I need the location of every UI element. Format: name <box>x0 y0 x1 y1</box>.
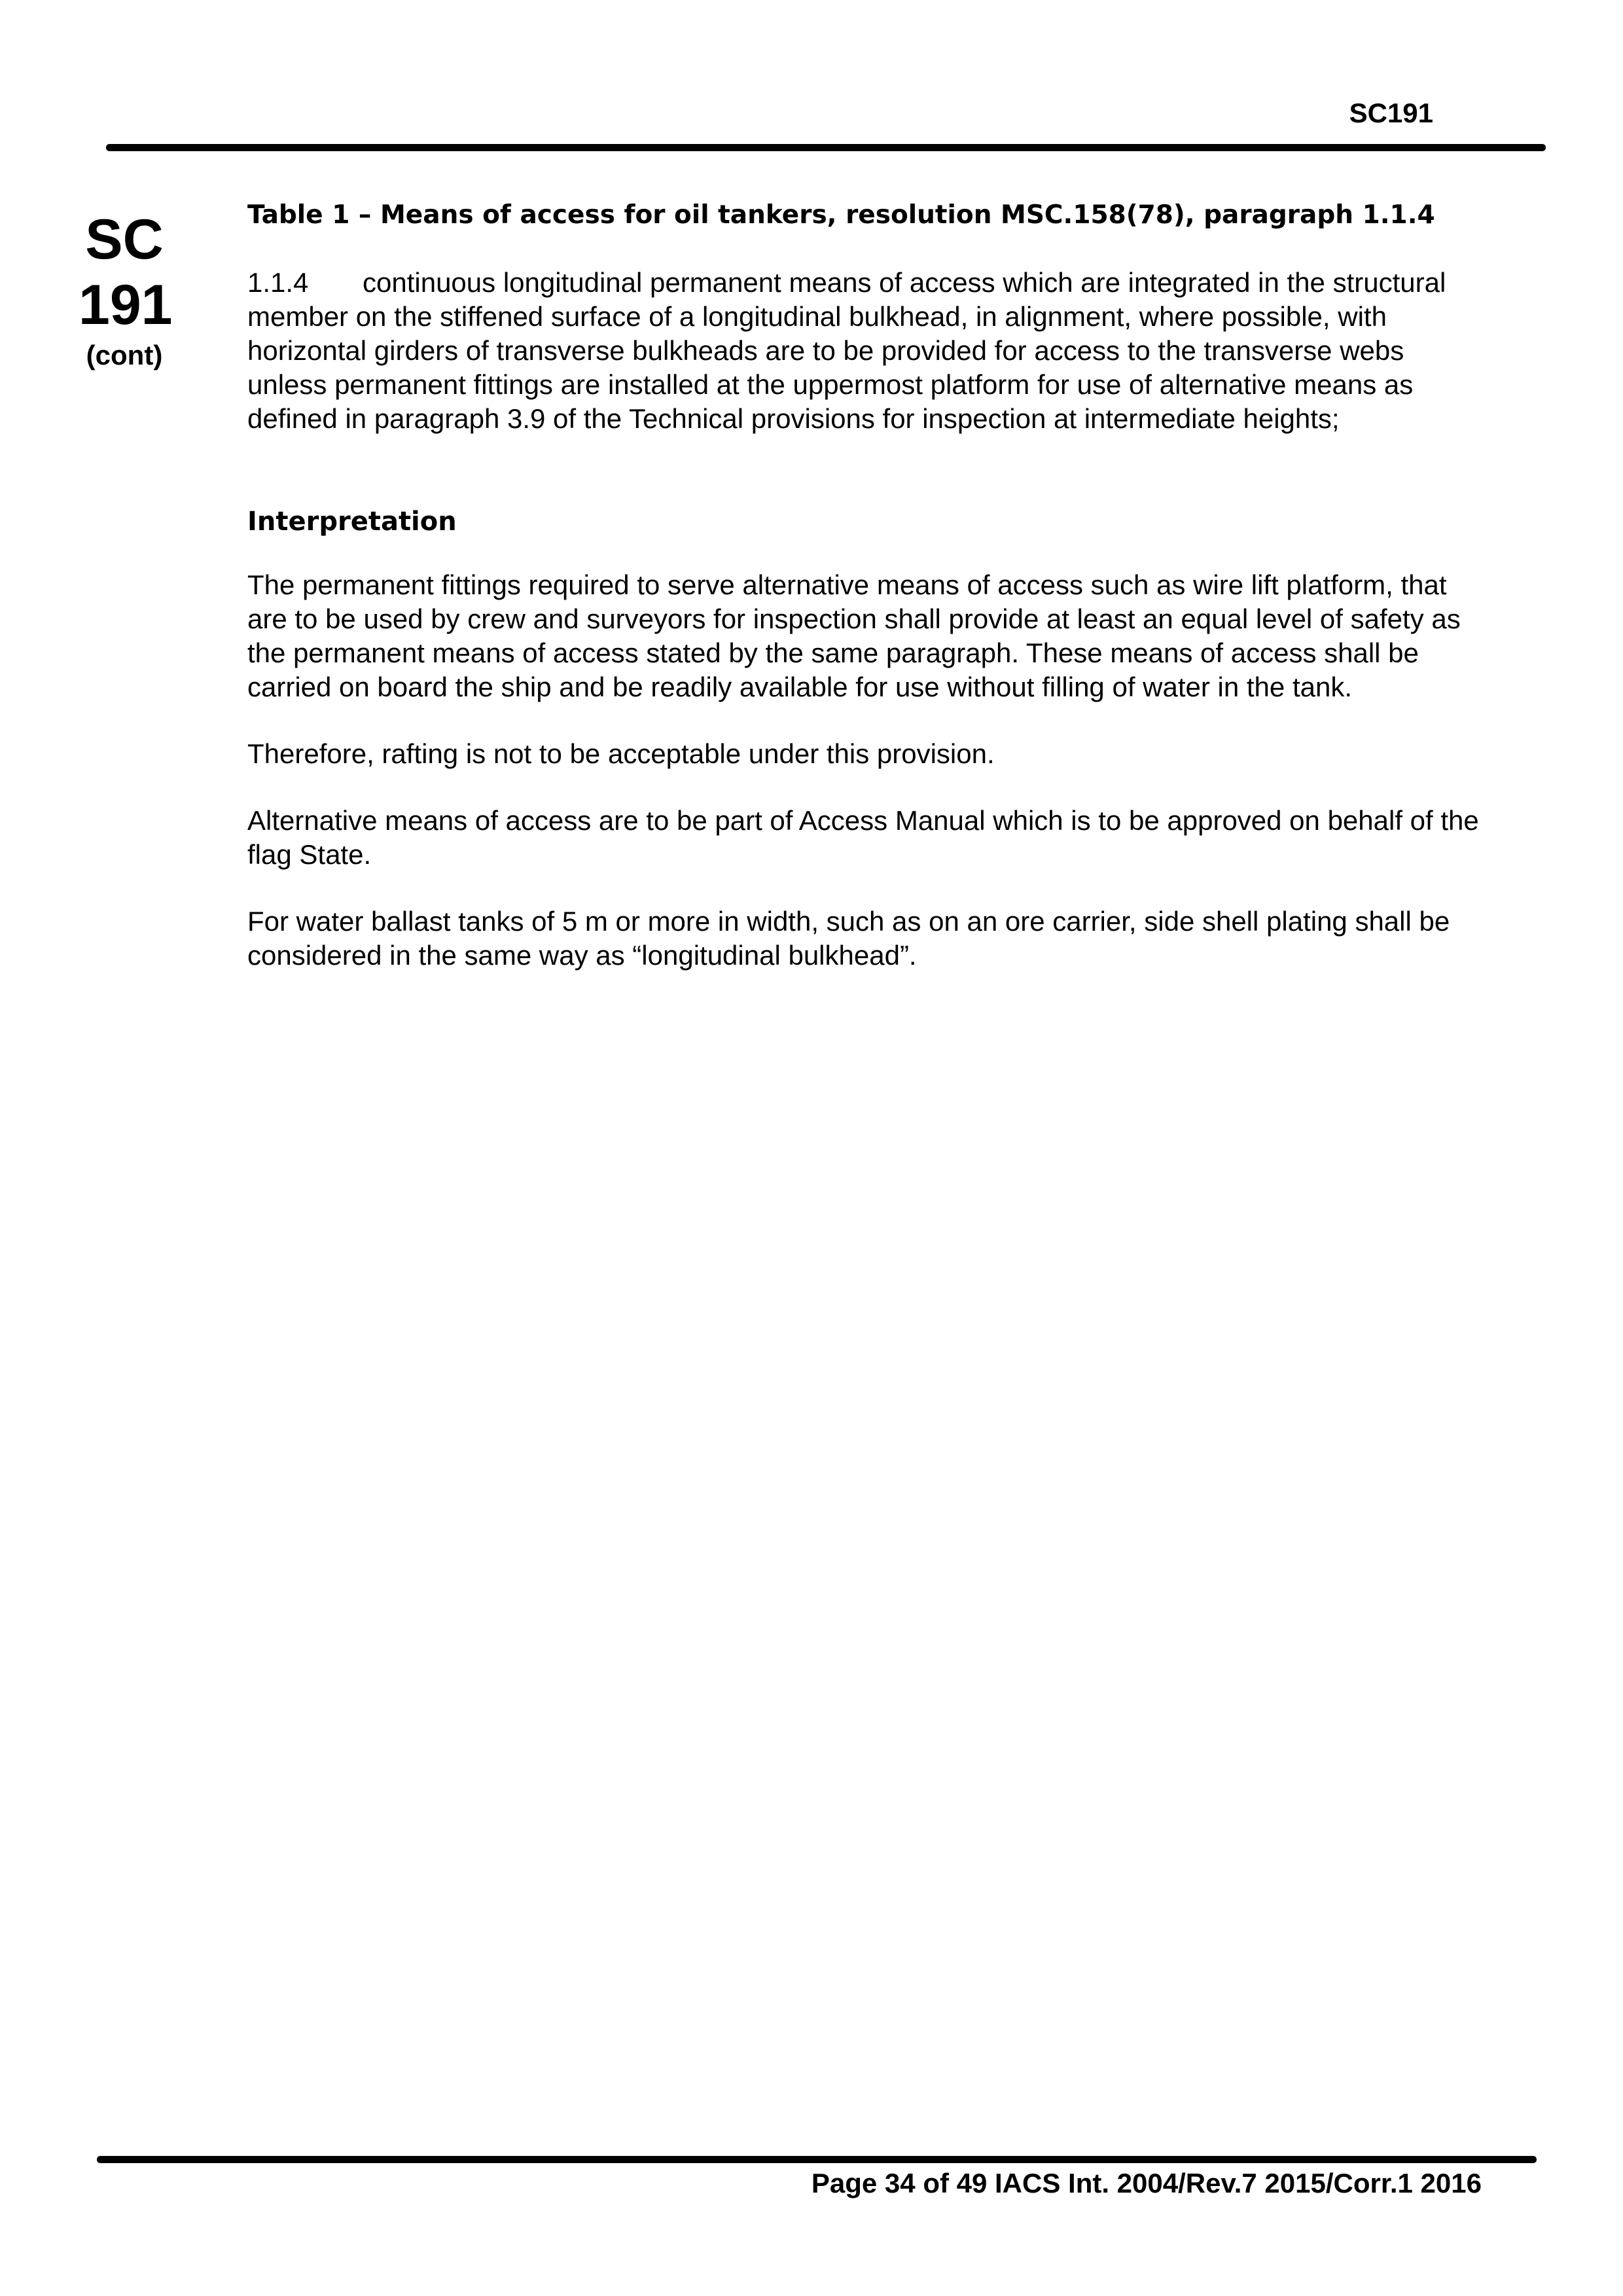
document-code: SC191 <box>1349 98 1433 128</box>
interpretation-paragraph: For water ballast tanks of 5 m or more in width, such as on an ore carrier, side shell plating shall be considered in the same way as “longitudinal bulkhead”. <box>247 906 1450 971</box>
side-label-cont: (cont) <box>86 340 163 370</box>
footer-rule <box>97 2156 1537 2163</box>
clause-number: 1.1.4 <box>247 267 309 298</box>
side-label-number: 191 <box>79 274 173 336</box>
side-label-sc: SC <box>85 208 164 271</box>
page-footer: Page 34 of 49 IACS Int. 2004/Rev.7 2015/Corr.1 2016 <box>811 2168 1482 2198</box>
side-label <box>79 207 173 372</box>
interpretation-paragraph: Alternative means of access are to be part of Access Manual which is to be approved on behalf of the flag State. <box>247 805 1479 870</box>
interpretation-paragraph: Therefore, rafting is not to be acceptable under this provision. <box>247 738 995 769</box>
main-content <box>247 198 1491 973</box>
clause-text: continuous longitudinal permanent means of access which are integrated in the structural member on the stiffened surface of a longitudinal bulkhead, in alignment, where possible, with horizontal girders of transverse bulkheads are to be provided for access to the transverse webs unless permanent fittings are installed at the uppermost platform for use of alternative means as defined in paragraph 3.9 of the Technical provisions for inspection at intermediate heights; <box>247 267 1446 434</box>
table-heading: Table 1 – Means of access for oil tankers, resolution MSC.158(78), paragraph 1.1.4 <box>247 200 1435 230</box>
interpretation-paragraph: The permanent fittings required to serve alternative means of access such as wire lift platform, that are to be used by crew and surveyors for inspection shall provide at least an equal level of safety as the permanent means of access stated by the same paragraph. These means of access shall be carried on board the ship and be readily available for use without filling of water in the tank. <box>247 569 1461 702</box>
clause-paragraph <box>247 266 1491 436</box>
interpretation-heading: Interpretation <box>247 507 457 537</box>
header-rule <box>106 144 1546 151</box>
